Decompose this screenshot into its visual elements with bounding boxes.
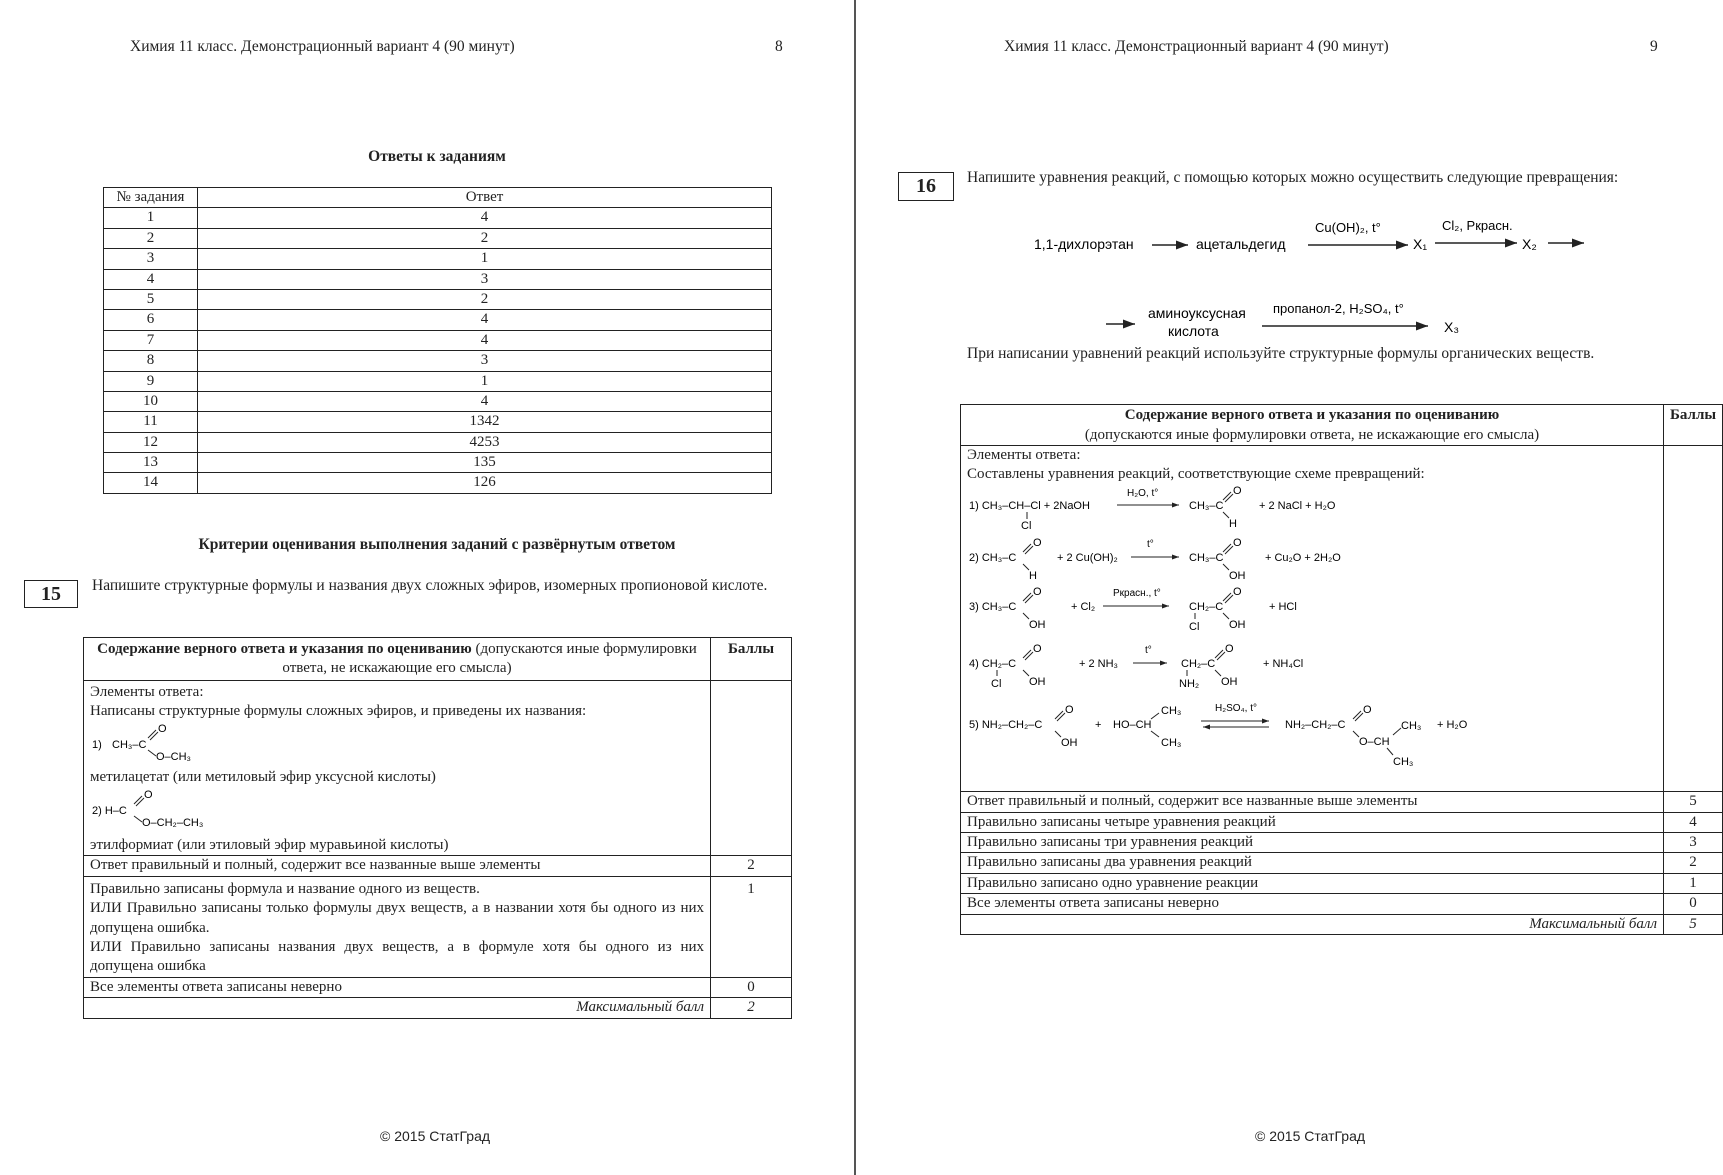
t16-max-points: 5: [1664, 914, 1723, 934]
task-16-number: 16: [898, 172, 954, 201]
ester2-name: этилформиат (или этиловый эфир муравьиной кислоты): [90, 837, 449, 854]
t15-max-label: Максимальный балл: [84, 998, 711, 1018]
t15-elements-intro: Написаны структурные формулы сложных эфиров, и приведены их названия:: [90, 703, 587, 720]
svg-text:CH₂–C: CH₂–C: [1189, 600, 1224, 613]
svg-text:+ 2 Cu(OH)₂: + 2 Cu(OH)₂: [1057, 551, 1118, 564]
answer-task-number: 7: [104, 330, 198, 350]
answer-row: [104, 310, 772, 330]
t16-score-points: 5: [1664, 792, 1723, 812]
svg-text:OH: OH: [1221, 675, 1238, 688]
answer-row: [104, 412, 772, 432]
scheme-acetaldehyde: ацетальдегид: [1196, 236, 1286, 252]
ethyl-formate-formula: [90, 788, 250, 830]
t16-score-points: 2: [1664, 853, 1723, 873]
answer-row: [104, 391, 772, 411]
svg-text:O: O: [1033, 585, 1042, 598]
svg-text:OH: OH: [1029, 618, 1046, 631]
answer-value: 3: [198, 269, 772, 289]
svg-text:O–CH₃: O–CH₃: [156, 750, 192, 763]
answer-row: [104, 473, 772, 493]
svg-text:3) CH₃–C: 3) CH₃–C: [969, 600, 1017, 613]
t16-score-row: [961, 812, 1723, 832]
answer-value: 4: [198, 330, 772, 350]
answer-value: 1342: [198, 412, 772, 432]
svg-text:O–CH: O–CH: [1359, 735, 1390, 748]
t15-partial-line1: Правильно записаны формула и название одного из веществ.: [90, 880, 480, 897]
svg-text:O: O: [1033, 642, 1042, 655]
answer-task-number: 10: [104, 391, 198, 411]
t15-row-partial-points: 1: [711, 876, 792, 977]
t16-elements-cell: [961, 446, 1664, 792]
answer-row: [104, 269, 772, 289]
svg-text:+: +: [1095, 718, 1102, 731]
scheme-x1: X₁: [1413, 236, 1428, 252]
t16-score-criterion: Правильно записаны три уравнения реакций: [961, 833, 1664, 853]
reaction-equations: [967, 485, 1657, 785]
t16-score-criterion: Правильно записаны четыре уравнения реакций: [961, 812, 1664, 832]
answer-row: [104, 351, 772, 371]
t16-score-points: 1: [1664, 873, 1723, 893]
svg-text:O: O: [144, 788, 153, 801]
svg-text:NH₂–CH₂–C: NH₂–CH₂–C: [1285, 718, 1346, 731]
answer-value: 4: [198, 310, 772, 330]
answer-row: [104, 289, 772, 309]
answers-title: Ответы к заданиям: [368, 148, 506, 165]
t16-score-criterion: Правильно записаны два уравнения реакций: [961, 853, 1664, 873]
answer-row: [104, 249, 772, 269]
t16-score-row: [961, 894, 1723, 914]
svg-text:O: O: [1065, 703, 1074, 716]
scheme-cond-2: Cl₂, Pкрасн.: [1442, 218, 1513, 233]
answer-task-number: 9: [104, 371, 198, 391]
answer-value: 135: [198, 453, 772, 473]
svg-text:CH₃–C: CH₃–C: [1189, 499, 1224, 512]
svg-text:5) NH₂–CH₂–C: 5) NH₂–CH₂–C: [969, 718, 1043, 731]
t15-partial-line2: ИЛИ Правильно записаны только формулы двух веществ, а в названии хотя бы одного из них допущена ошибка.: [90, 900, 704, 936]
svg-text:Pкрасн., t°: Pкрасн., t°: [1113, 587, 1161, 599]
scheme-x3: X₃: [1444, 319, 1460, 335]
t16-score-points: 3: [1664, 833, 1723, 853]
answer-task-number: 2: [104, 228, 198, 248]
answer-value: 4253: [198, 432, 772, 452]
scheme-aminoacid-2: кислота: [1168, 323, 1219, 339]
answer-value: 3: [198, 351, 772, 371]
svg-text:H: H: [1229, 517, 1237, 530]
reaction-4: [969, 643, 1303, 690]
scheme-cond-3: пропанол-2, H₂SO₄, t°: [1273, 301, 1404, 316]
right-page-header: Химия 11 класс. Демонстрационный вариант 4 (90 минут): [1004, 38, 1389, 55]
answer-value: 1: [198, 249, 772, 269]
t15-partial-line3: ИЛИ Правильно записаны названия двух веществ, а в формуле хотя бы одного из них допущена ошибка: [90, 939, 704, 975]
t16-head-content: Содержание верного ответа и указания по оцениванию (допускаются иные формулировки ответа, не искажающие его смысла): [961, 405, 1664, 446]
svg-text:O: O: [1225, 642, 1234, 655]
t15-row-full: Ответ правильный и полный, содержит все названные выше элементы: [84, 856, 711, 876]
answer-row: [104, 330, 772, 350]
t15-head-content: Содержание верного ответа и указания по оцениванию (допускаются иные формулировки ответа, не искажающие его смысла): [84, 638, 711, 681]
svg-text:Cl: Cl: [991, 677, 1002, 690]
task-15-criteria-table: [83, 637, 792, 1019]
t16-score-row: [961, 873, 1723, 893]
svg-text:+ HCl: + HCl: [1269, 600, 1297, 613]
left-page-number: 8: [775, 38, 783, 55]
right-page-number: 9: [1650, 38, 1658, 55]
ester1-name: метилацетат (или метиловый эфир уксусной кислоты): [90, 769, 436, 786]
answer-row: [104, 432, 772, 452]
t16-max-label: Максимальный балл: [961, 914, 1664, 934]
reaction-1: [969, 485, 1336, 532]
answer-value: 2: [198, 289, 772, 309]
answer-row: [104, 453, 772, 473]
svg-text:HO–CH: HO–CH: [1113, 718, 1152, 731]
svg-text:O: O: [1233, 585, 1242, 598]
svg-text:1) CH₃–CH–Cl + 2NaOH: 1) CH₃–CH–Cl + 2NaOH: [969, 499, 1090, 512]
t15-elements-points: [711, 681, 792, 856]
left-page-header: Химия 11 класс. Демонстрационный вариант 4 (90 минут): [130, 38, 515, 55]
svg-text:NH₂: NH₂: [1179, 677, 1200, 690]
task-16-note: При написании уравнений реакций используйте структурные формулы органических веществ.: [967, 345, 1595, 362]
answer-task-number: 14: [104, 473, 198, 493]
t16-score-points: 0: [1664, 894, 1723, 914]
svg-text:CH₃–C: CH₃–C: [1189, 551, 1224, 564]
answer-task-number: 11: [104, 412, 198, 432]
t16-score-criterion: Ответ правильный и полный, содержит все названные выше элементы: [961, 792, 1664, 812]
answer-value: 4: [198, 208, 772, 228]
t15-row-wrong-points: 0: [711, 977, 792, 997]
svg-text:Cl: Cl: [1021, 519, 1032, 532]
answer-task-number: 5: [104, 289, 198, 309]
task-16-criteria-table: [960, 404, 1723, 935]
svg-text:2) H–C: 2) H–C: [92, 804, 127, 817]
task-15-text: Напишите структурные формулы и названия двух сложных эфиров, изомерных пропионовой кислоте.: [92, 577, 768, 594]
svg-text:OH: OH: [1061, 736, 1078, 749]
svg-text:+ 2 NaCl + H₂O: + 2 NaCl + H₂O: [1259, 499, 1336, 512]
svg-text:+ NH₄Cl: + NH₄Cl: [1263, 657, 1304, 670]
svg-text:OH: OH: [1229, 569, 1246, 582]
t16-head-points: Баллы: [1664, 405, 1723, 446]
svg-text:CH₃: CH₃: [1161, 736, 1182, 749]
answer-task-number: 3: [104, 249, 198, 269]
t15-row-full-points: 2: [711, 856, 792, 876]
svg-text:+ H₂O: + H₂O: [1437, 718, 1468, 731]
answer-row: [104, 371, 772, 391]
answer-row: [104, 208, 772, 228]
svg-text:+ 2 NH₃: + 2 NH₃: [1079, 657, 1119, 670]
t16-elements-label: Элементы ответа:: [967, 447, 1081, 463]
answer-row: [104, 228, 772, 248]
svg-text:4) CH₂–C: 4) CH₂–C: [969, 657, 1017, 670]
svg-text:O–CH₂–CH₃: O–CH₂–CH₃: [142, 816, 204, 829]
task-15-number: 15: [24, 580, 78, 608]
answers-col-answer: Ответ: [198, 188, 772, 208]
scheme-cond-1: Cu(OH)₂, t°: [1315, 220, 1381, 235]
svg-text:t°: t°: [1147, 538, 1154, 550]
t16-score-row: [961, 833, 1723, 853]
reaction-5: [969, 703, 1468, 768]
t16-elements-intro: Составлены уравнения реакций, соответствующие схеме превращений:: [967, 466, 1425, 483]
answers-table: [103, 187, 772, 494]
svg-text:OH: OH: [1229, 618, 1246, 631]
svg-text:H: H: [1029, 569, 1037, 582]
svg-text:CH₃–C: CH₃–C: [112, 738, 147, 751]
svg-text:CH₃: CH₃: [1393, 755, 1414, 768]
answer-task-number: 12: [104, 432, 198, 452]
t15-row-partial: [84, 876, 711, 977]
t15-elements-label: Элементы ответа:: [90, 684, 204, 700]
criteria-title: Критерии оценивания выполнения заданий с развёрнутым ответом: [198, 536, 676, 553]
t15-head-points: Баллы: [711, 638, 792, 681]
t16-score-points: 4: [1664, 812, 1723, 832]
answer-task-number: 13: [104, 453, 198, 473]
t16-score-row: [961, 792, 1723, 812]
svg-text:O: O: [1233, 536, 1242, 549]
right-footer: © 2015 СтатГрад: [1255, 1128, 1366, 1144]
svg-text:OH: OH: [1029, 675, 1046, 688]
scheme-start: 1,1-дихлорэтан: [1034, 236, 1134, 252]
reaction-2: [969, 537, 1341, 582]
t16-elements-points: [1664, 446, 1723, 792]
svg-text:+ Cl₂: + Cl₂: [1071, 600, 1096, 613]
svg-text:H₂SO₄, t°: H₂SO₄, t°: [1215, 702, 1257, 714]
t15-max-points: 2: [711, 998, 792, 1018]
svg-text:O: O: [1363, 703, 1372, 716]
answer-task-number: 6: [104, 310, 198, 330]
left-footer: © 2015 СтатГрад: [380, 1128, 491, 1144]
transformation-scheme: [1020, 210, 1690, 345]
svg-text:+ Cu₂O + 2H₂O: + Cu₂O + 2H₂O: [1265, 551, 1341, 564]
task-16-text: Напишите уравнения реакций, с помощью которых можно осуществить следующие превращения:: [967, 169, 1619, 186]
answer-value: 126: [198, 473, 772, 493]
svg-text:1): 1): [92, 738, 102, 751]
methyl-acetate-formula: [90, 722, 230, 762]
svg-text:CH₂–C: CH₂–C: [1181, 657, 1216, 670]
svg-text:CH₃: CH₃: [1401, 719, 1422, 732]
scheme-aminoacid-1: аминоуксусная: [1148, 305, 1246, 321]
answers-col-number: № задания: [104, 188, 198, 208]
svg-text:H₂O, t°: H₂O, t°: [1127, 487, 1159, 499]
svg-text:CH₃: CH₃: [1161, 704, 1182, 717]
answer-value: 4: [198, 391, 772, 411]
reaction-3: [969, 586, 1297, 633]
answer-value: 1: [198, 371, 772, 391]
svg-text:O: O: [1233, 484, 1242, 497]
t16-score-criterion: Все элементы ответа записаны неверно: [961, 894, 1664, 914]
svg-text:t°: t°: [1145, 644, 1152, 656]
svg-text:O: O: [1033, 536, 1042, 549]
answer-task-number: 8: [104, 351, 198, 371]
answer-value: 2: [198, 228, 772, 248]
answer-task-number: 4: [104, 269, 198, 289]
t16-score-row: [961, 853, 1723, 873]
svg-text:Cl: Cl: [1189, 620, 1200, 633]
t15-row-wrong: Все элементы ответа записаны неверно: [84, 977, 711, 997]
svg-text:O: O: [158, 722, 167, 735]
svg-text:2) CH₃–C: 2) CH₃–C: [969, 551, 1017, 564]
scheme-x2: X₂: [1522, 236, 1537, 252]
answer-task-number: 1: [104, 208, 198, 228]
page-divider: [854, 0, 856, 1175]
t15-elements-cell: [84, 681, 711, 856]
t16-score-criterion: Правильно записано одно уравнение реакции: [961, 873, 1664, 893]
